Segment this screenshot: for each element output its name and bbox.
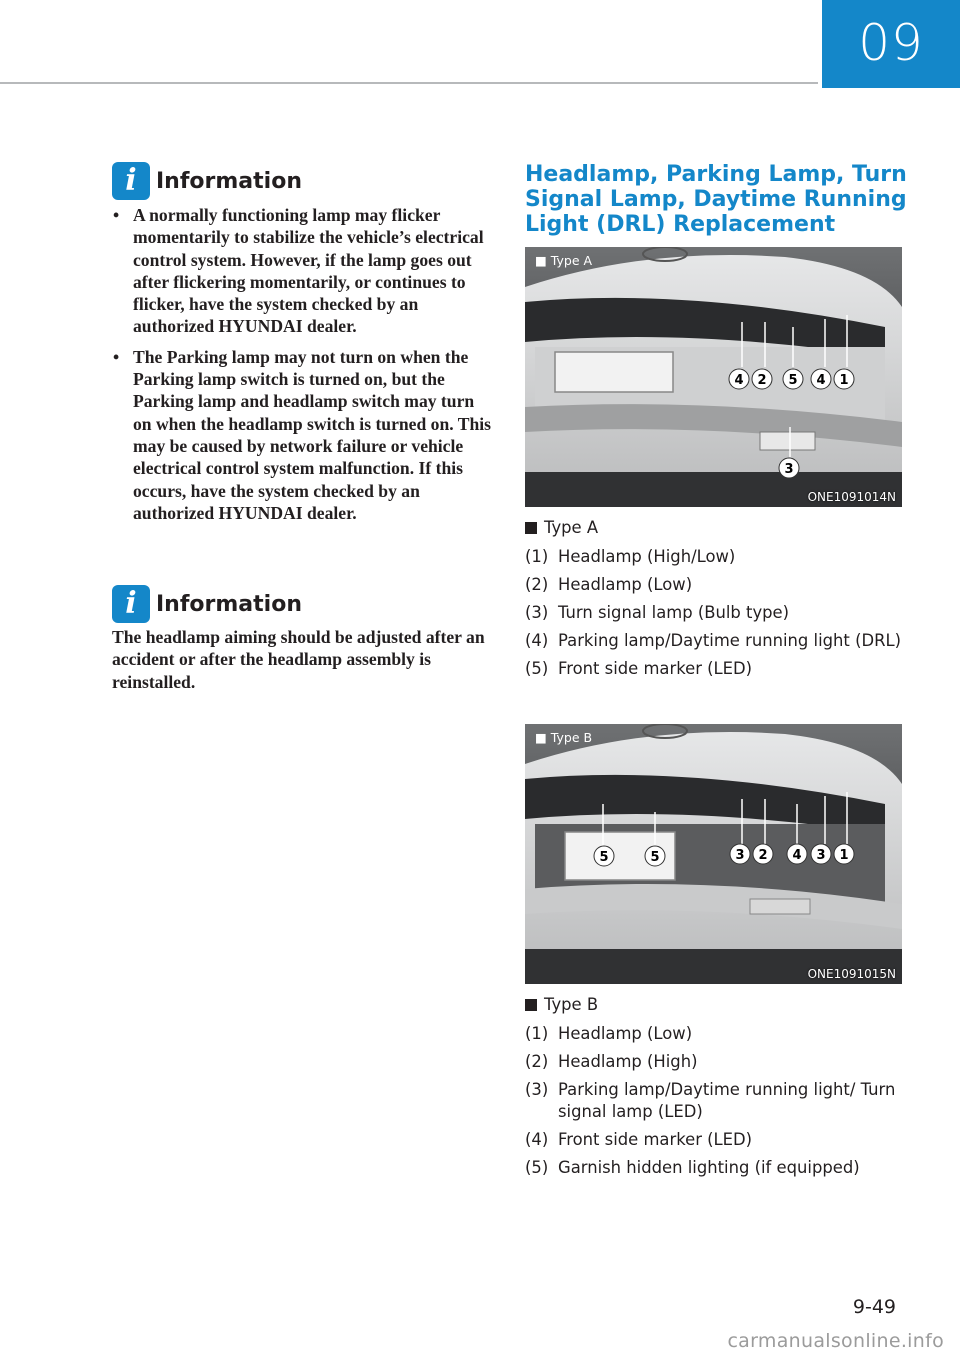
watermark: carmanualsonline.info <box>727 1330 944 1352</box>
callout-label: 3 <box>784 462 794 477</box>
figure-tag-b: ■ Type B <box>535 730 593 745</box>
car-front-illustration-b <box>525 724 902 984</box>
page-number: 9-49 <box>852 1296 896 1318</box>
callout-label: 3 <box>816 848 826 863</box>
callout-label: 4 <box>734 373 744 388</box>
figure-code-a: ONE1091014N <box>807 490 896 504</box>
legend-type-a <box>525 546 925 686</box>
header-rule <box>0 82 818 84</box>
callout-label: 3 <box>735 848 745 863</box>
legend-item: (1) Headlamp (High/Low) <box>525 547 736 566</box>
legend-item: (2) Headlamp (Low) <box>525 575 693 594</box>
info-icon: i <box>112 585 150 623</box>
info-title-2: Information <box>156 591 302 617</box>
figure-type-b <box>525 724 902 984</box>
car-front-illustration-a <box>525 247 902 507</box>
callout-label: 5 <box>650 850 660 865</box>
callout-label: 1 <box>839 373 849 388</box>
info-bullet-list <box>112 204 492 532</box>
legend-item: (4) Parking lamp/Daytime running light (DRL) <box>525 631 902 650</box>
legend-item: (3) Turn signal lamp (Bulb type) <box>525 603 790 622</box>
callout-label: 5 <box>788 373 798 388</box>
info-title-1: Information <box>156 168 302 194</box>
figure-code-b: ONE1091015N <box>807 967 896 981</box>
section-title: Headlamp, Parking Lamp, Turn Signal Lamp, Daytime Running Light (DRL) Replacement <box>525 162 907 237</box>
caption-type-b: Type B <box>525 995 598 1014</box>
figure-tag-a: ■ Type A <box>535 253 593 268</box>
caption-type-a: Type A <box>525 518 598 537</box>
info-header-2 <box>112 585 302 623</box>
callout-label: 4 <box>792 848 802 863</box>
legend-item: (2) Headlamp (High) <box>525 1052 698 1071</box>
callout-label: 2 <box>758 848 768 863</box>
legend-item: (3) Parking lamp/Daytime running light/ Turn signal lamp (LED) <box>525 1080 896 1121</box>
legend-type-b <box>525 1023 925 1185</box>
callout-label: 4 <box>816 373 826 388</box>
info-bullet: • A normally functioning lamp may flicker momentarily to stabilize the vehicle’s electrical control system. However, if the lamp goes out after flickering momentarily, or continues to flicker, have the system checked by an authorized HYUNDAI dealer. <box>113 205 484 337</box>
legend-item: (5) Front side marker (LED) <box>525 659 753 678</box>
legend-item: (4) Front side marker (LED) <box>525 1130 753 1149</box>
legend-item: (1) Headlamp (Low) <box>525 1024 693 1043</box>
info-icon: i <box>112 162 150 200</box>
figure-type-a <box>525 247 902 507</box>
info-text-2: The headlamp aiming should be adjusted after an accident or after the headlamp assembly is reinstalled. <box>112 627 485 692</box>
info-header-1 <box>112 162 302 200</box>
chapter-number: 09 <box>858 14 924 72</box>
callout-label: 2 <box>757 373 767 388</box>
chapter-tab <box>822 0 960 88</box>
legend-item: (5) Garnish hidden lighting (if equipped) <box>525 1158 860 1177</box>
callout-label: 1 <box>839 848 849 863</box>
info-bullet: • The Parking lamp may not turn on when the Parking lamp switch is turned on, but the Parking lamp and headlamp switch may turn on when the headlamp switch is turned on. This may be caused by network failure or vehicle electrical control system malfunction. If this occurs, have the system checked by an authorized HYUNDAI dealer. <box>113 346 491 523</box>
callout-label: 5 <box>599 850 609 865</box>
